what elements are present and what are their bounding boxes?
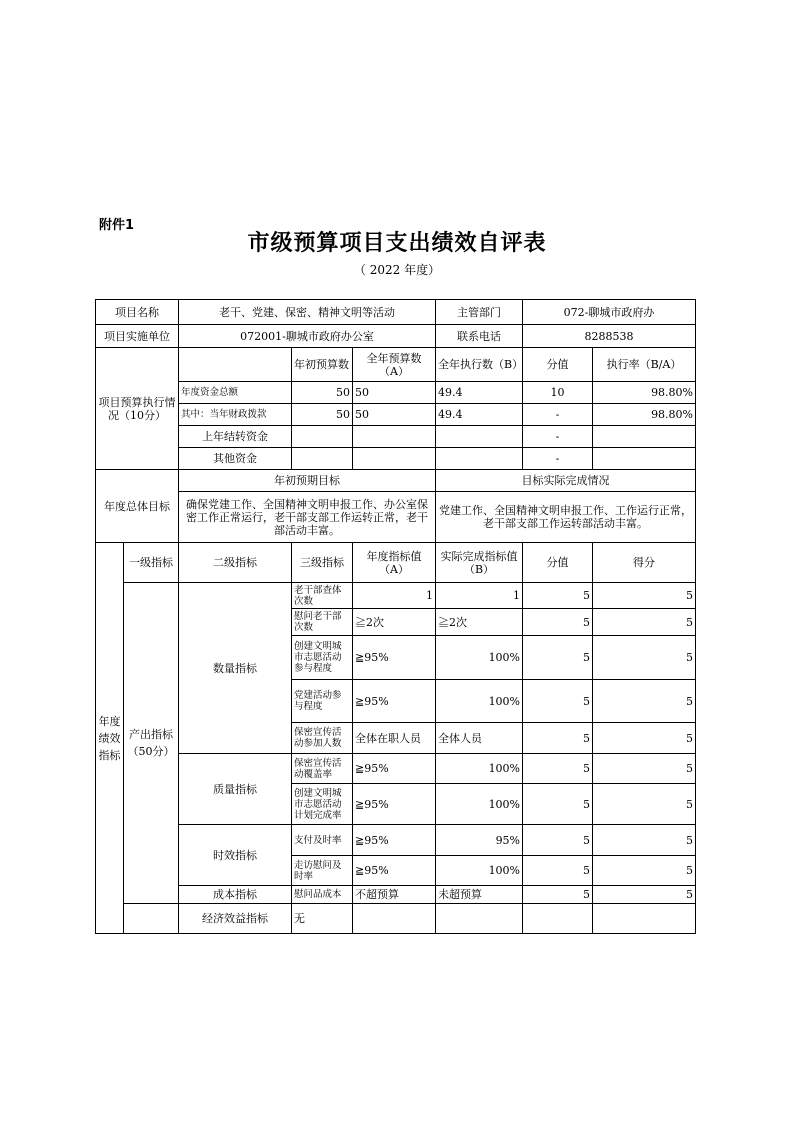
goals-planned-header: 年初预期目标 <box>179 470 436 492</box>
goals-header-row <box>96 470 696 492</box>
indicator-score: 5 <box>523 609 593 636</box>
dept-value: 072-聊城市政府办 <box>523 300 696 325</box>
indicator-actual: 100% <box>436 856 523 886</box>
indicator-name: 创建文明城市志愿活动参与程度 <box>292 636 353 680</box>
indicator-score: 5 <box>523 886 593 904</box>
budget-rate: 98.80% <box>593 382 696 404</box>
indicator-actual: 100% <box>436 680 523 723</box>
goals-section-label: 年度总体目标 <box>96 470 179 543</box>
indicator-name: 老干部查体次数 <box>292 583 353 609</box>
budget-row-label: 上年结转资金 <box>179 426 292 448</box>
budget-row-label: 其他资金 <box>179 448 292 470</box>
phone-label: 联系电话 <box>436 325 523 348</box>
budget-score: - <box>523 426 593 448</box>
budget-row <box>96 426 696 448</box>
indicator-actual: 95% <box>436 825 523 856</box>
budget-header-executed: 全年执行数（B） <box>436 348 523 382</box>
budget-rate: 98.80% <box>593 404 696 426</box>
goals-content-row <box>96 492 696 543</box>
budget-annual: 50 <box>353 382 436 404</box>
indicator-got: 5 <box>593 825 696 856</box>
indicator-target: ≧95% <box>353 784 436 825</box>
benefit-row <box>96 904 696 934</box>
indicator-name: 创建文明城市志愿活动计划完成率 <box>292 784 353 825</box>
benefit-target <box>353 904 436 934</box>
budget-score: - <box>523 404 593 426</box>
budget-row <box>96 382 696 404</box>
indicator-got: 5 <box>593 754 696 784</box>
indicator-target: 1 <box>353 583 436 609</box>
indicator-target: 不超预算 <box>353 886 436 904</box>
indicator-actual: 未超预算 <box>436 886 523 904</box>
benefit-got <box>593 904 696 934</box>
indicator-score: 5 <box>523 856 593 886</box>
evaluation-table <box>95 299 696 934</box>
indicator-got: 5 <box>593 636 696 680</box>
indicator-got: 5 <box>593 856 696 886</box>
budget-rate <box>593 426 696 448</box>
indicator-got: 5 <box>593 723 696 754</box>
project-name-label: 项目名称 <box>96 300 179 325</box>
budget-row <box>96 448 696 470</box>
budget-row <box>96 404 696 426</box>
evaluation-table-viewport <box>95 299 694 937</box>
indicator-target: ≧95% <box>353 754 436 784</box>
unit-value: 072001-聊城市政府办公室 <box>179 325 436 348</box>
budget-executed: 49.4 <box>436 404 523 426</box>
budget-header-score: 分值 <box>523 348 593 382</box>
indicator-target: ≧95% <box>353 636 436 680</box>
budget-rate <box>593 448 696 470</box>
indicator-name: 走访慰问及时率 <box>292 856 353 886</box>
indicator-group-quantity: 数量指标 <box>179 583 292 754</box>
benefit-indicator-name: 无 <box>292 904 353 934</box>
indicator-score: 5 <box>523 784 593 825</box>
budget-header-initial: 年初预算数 <box>292 348 353 382</box>
budget-initial: 50 <box>292 404 353 426</box>
page-title: 市级预算项目支出绩效自评表 <box>247 230 547 256</box>
indicator-header-target: 年度指标值（A） <box>353 543 436 583</box>
project-name-row <box>96 300 696 325</box>
indicator-target: ≧95% <box>353 825 436 856</box>
indicator-got: 5 <box>593 784 696 825</box>
indicator-target: ≧2次 <box>353 609 436 636</box>
indicator-header-actual: 实际完成指标值（B） <box>436 543 523 583</box>
goals-actual-text: 党建工作、全国精神文明申报工作、工作运行正常，老干部支部工作运转部活动丰富。 <box>436 492 696 543</box>
budget-initial <box>292 426 353 448</box>
output-indicator-label: 产出指标（50分） <box>124 583 179 904</box>
budget-row-label: 其中：当年财政拨款 <box>179 404 292 426</box>
indicator-row <box>96 886 696 904</box>
benefit-actual <box>436 904 523 934</box>
budget-annual <box>353 448 436 470</box>
indicator-group-quality: 质量指标 <box>179 754 292 825</box>
indicator-name: 党建活动参与程度 <box>292 680 353 723</box>
indicator-row <box>96 583 696 609</box>
indicator-target: ≧95% <box>353 856 436 886</box>
indicator-actual: ≧2次 <box>436 609 523 636</box>
budget-executed: 49.4 <box>436 382 523 404</box>
benefit-indicator-label <box>124 904 179 934</box>
budget-score: - <box>523 448 593 470</box>
indicator-group-cost: 成本指标 <box>179 886 292 904</box>
indicator-header-level1: 一级指标 <box>124 543 179 583</box>
phone-value: 8288538 <box>523 325 696 348</box>
indicator-score: 5 <box>523 680 593 723</box>
indicator-header-level3: 三级指标 <box>292 543 353 583</box>
budget-initial: 50 <box>292 382 353 404</box>
budget-blank-header <box>179 348 292 382</box>
benefit-score <box>523 904 593 934</box>
goals-planned-text: 确保党建工作、全国精神文明申报工作、办公室保密工作正常运行，老干部支部工作运转正常，老干部活动丰富。 <box>179 492 436 543</box>
project-name-value: 老干、党建、保密、精神文明等活动 <box>179 300 436 325</box>
budget-executed <box>436 448 523 470</box>
dept-label: 主管部门 <box>436 300 523 325</box>
indicator-score: 5 <box>523 723 593 754</box>
budget-row-label: 年度资金总额 <box>179 382 292 404</box>
indicator-got: 5 <box>593 680 696 723</box>
benefit-group-economic: 经济效益指标 <box>179 904 292 934</box>
indicator-header-score: 分值 <box>523 543 593 583</box>
indicators-header-row <box>96 543 696 583</box>
project-unit-row <box>96 325 696 348</box>
budget-section-label: 项目预算执行情况（10分） <box>96 348 179 470</box>
indicator-name: 慰问品成本 <box>292 886 353 904</box>
indicator-group-timeliness: 时效指标 <box>179 825 292 886</box>
indicator-name: 保密宣传活动参加人数 <box>292 723 353 754</box>
indicator-name: 慰问老干部次数 <box>292 609 353 636</box>
indicator-row <box>96 754 696 784</box>
indicator-actual: 100% <box>436 636 523 680</box>
indicators-section-label: 年度绩效指标 <box>96 543 124 934</box>
budget-score: 10 <box>523 382 593 404</box>
budget-executed <box>436 426 523 448</box>
indicator-row <box>96 825 696 856</box>
unit-label: 项目实施单位 <box>96 325 179 348</box>
attachment-label: 附件1 <box>99 218 135 233</box>
indicator-actual: 全体人员 <box>436 723 523 754</box>
indicator-actual: 100% <box>436 754 523 784</box>
budget-initial <box>292 448 353 470</box>
indicator-actual: 1 <box>436 583 523 609</box>
goals-actual-header: 目标实际完成情况 <box>436 470 696 492</box>
indicator-header-got: 得分 <box>593 543 696 583</box>
indicator-score: 5 <box>523 636 593 680</box>
indicator-score: 5 <box>523 754 593 784</box>
year-subtitle: （ 2022 年度） <box>353 263 441 277</box>
budget-header-rate: 执行率（B/A） <box>593 348 696 382</box>
indicator-target: ≧95% <box>353 680 436 723</box>
indicator-actual: 100% <box>436 784 523 825</box>
indicator-header-level2: 二级指标 <box>179 543 292 583</box>
indicator-name: 保密宣传活动覆盖率 <box>292 754 353 784</box>
indicator-score: 5 <box>523 825 593 856</box>
indicator-score: 5 <box>523 583 593 609</box>
indicator-got: 5 <box>593 886 696 904</box>
indicator-name: 支付及时率 <box>292 825 353 856</box>
indicator-got: 5 <box>593 583 696 609</box>
budget-annual <box>353 426 436 448</box>
budget-header-row <box>96 348 696 382</box>
indicator-target: 全体在职人员 <box>353 723 436 754</box>
indicator-got: 5 <box>593 609 696 636</box>
budget-annual: 50 <box>353 404 436 426</box>
budget-header-annual: 全年预算数（A） <box>353 348 436 382</box>
